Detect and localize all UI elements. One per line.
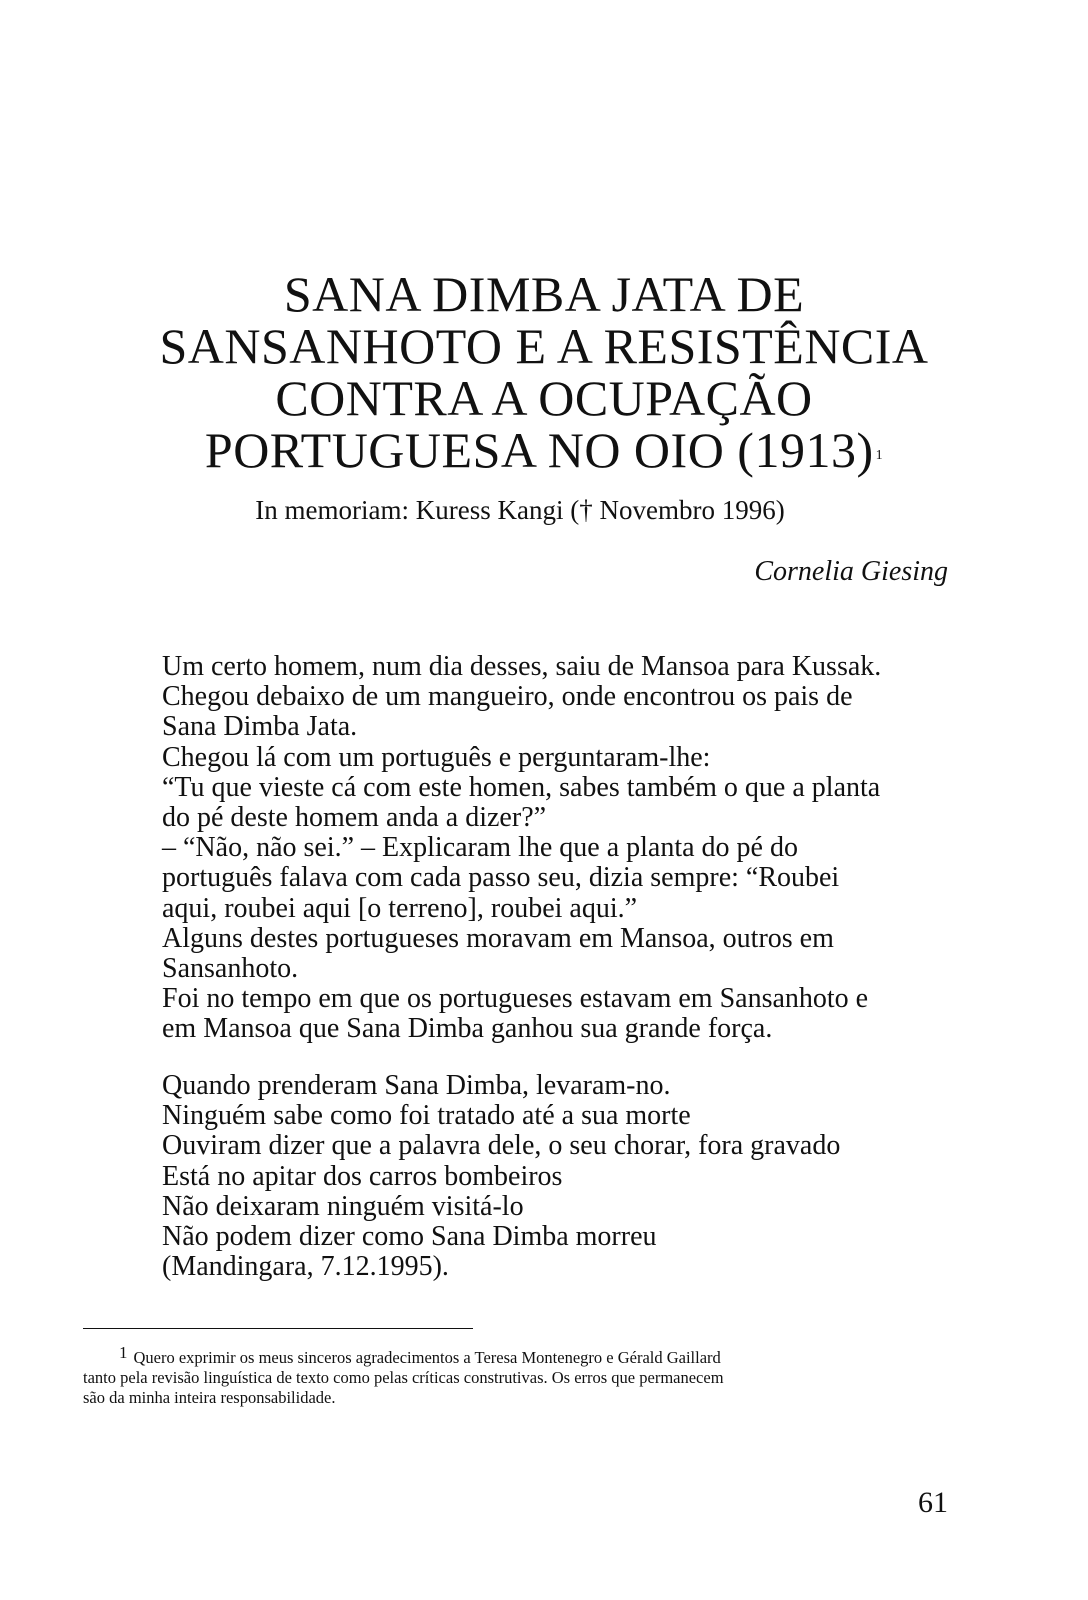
poem-line: Chegou debaixo de um mangueiro, onde encontrou os pais de — [162, 681, 853, 713]
poem-line: Está no apitar dos carros bombeiros — [162, 1160, 563, 1192]
footnote-number: 1 — [119, 1343, 128, 1362]
footnote-line: tanto pela revisão linguística de texto como pelas críticas construtivas. Os erros que permanecem — [83, 1368, 724, 1387]
poem-line: Quando prenderam Sana Dimba, levaram-no. — [162, 1070, 671, 1101]
article-title — [0, 268, 1088, 476]
poem-line: aqui, roubei aqui [o terreno], roubei aqui.” — [162, 892, 638, 924]
poem-line: do pé deste homem anda a dizer?” — [162, 802, 547, 834]
poem-line: Sana Dimba Jata. — [162, 711, 358, 743]
poem-line: – “Não, não sei.” – Explicaram lhe que a planta do pé do — [162, 832, 798, 864]
poem-line: português falava com cada passo seu, dizia sempre: “Roubei — [162, 862, 840, 894]
footnote — [83, 1343, 951, 1408]
poem-line: Um certo homem, num dia desses, saiu de Mansoa para Kussak. — [162, 651, 882, 682]
poem-line: Não deixaram ninguém visitá-lo — [162, 1190, 524, 1222]
title-footnote-mark[interactable]: 1 — [875, 448, 884, 463]
poem-line: Não podem dizer como Sana Dimba morreu — [162, 1221, 657, 1253]
author-name: Cornelia Giesing — [754, 556, 948, 587]
poem-line: Alguns destes portugueses moravam em Mansoa, outros em — [162, 922, 834, 954]
title-line: SANA DIMBA JATA DE — [283, 266, 805, 322]
page-number: 61 — [918, 1486, 948, 1519]
poem-stanza-2 — [162, 1071, 962, 1282]
poem-line: Foi no tempo em que os portugueses estavam em Sansanhoto e — [162, 983, 869, 1015]
footnote-line: são da minha inteira responsabilidade. — [83, 1388, 336, 1407]
dedication: In memoriam: Kuress Kangi († Novembro 1996) — [255, 495, 785, 525]
poem-line: Ninguém sabe como foi tratado até a sua morte — [162, 1100, 691, 1132]
title-line: SANSANHOTO E A RESISTÊNCIA — [159, 318, 929, 374]
title-line — [0, 424, 1088, 476]
poem-line: Sansanhoto. — [162, 953, 299, 985]
poem-line: “Tu que vieste cá com este homen, sabes também o que a planta — [162, 771, 881, 803]
title-line-text: PORTUGUESA NO OIO (1913) — [204, 422, 874, 478]
footnote-line — [83, 1343, 951, 1368]
poem-line: em Mansoa que Sana Dimba ganhou sua grande força. — [162, 1013, 773, 1045]
poem-line: (Mandingara, 7.12.1995). — [162, 1251, 449, 1283]
poem-stanza-1 — [162, 652, 962, 1045]
footnote-divider — [83, 1328, 473, 1329]
footnote-text: Quero exprimir os meus sinceros agradecimentos a Teresa Montenegro e Gérald Gaillard — [133, 1348, 721, 1367]
poem-line: Chegou lá com um português e perguntaram-lhe: — [162, 741, 711, 773]
poem-line: Ouviram dizer que a palavra dele, o seu chorar, fora gravado — [162, 1130, 841, 1162]
title-line: CONTRA A OCUPAÇÃO — [275, 370, 813, 426]
